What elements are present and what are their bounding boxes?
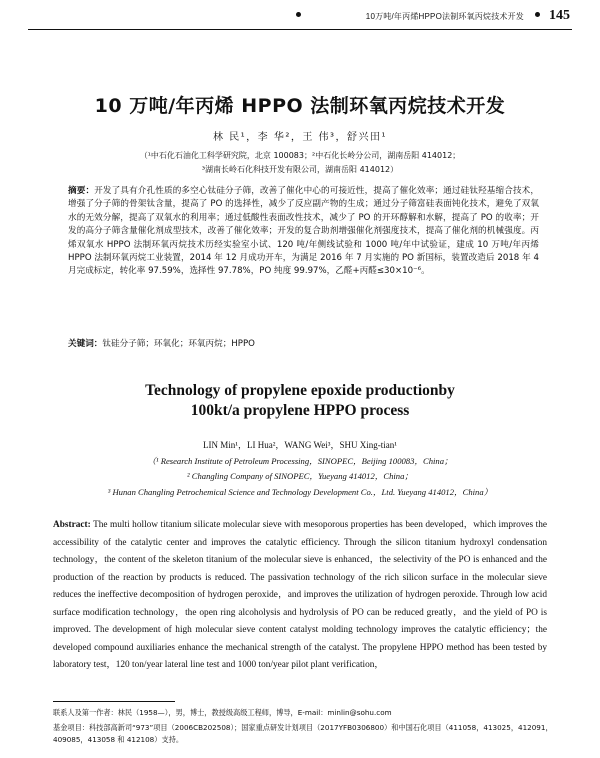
header-rule xyxy=(28,29,572,30)
english-abstract-label: Abstract: xyxy=(53,520,91,530)
chinese-abstract-label: 摘要： xyxy=(68,186,95,196)
english-abstract xyxy=(53,517,547,675)
running-title: 10万吨/年丙烯HPPO法制环氧丙烷技术开发 xyxy=(365,12,524,21)
chinese-affiliation-2: ³湖南长岭石化科技开发有限公司，湖南岳阳 414012） xyxy=(201,165,399,174)
bullet-icon xyxy=(535,12,540,17)
english-authors: LIN Min¹，LI Hua²，WANG Wei³，SHU Xing-tian¹ xyxy=(203,440,397,450)
chinese-keywords-label: 关键词： xyxy=(68,339,103,349)
chinese-affiliation-1: （¹中石化石油化工科学研究院，北京 100083；²中石化长岭分公司，湖南岳阳 414012； xyxy=(139,151,461,160)
chinese-abstract-text: 开发了具有介孔性质的多空心钛硅分子筛，改善了催化中心的可接近性，提高了催化效率；通过硅钛羟基缩合技术，增强了分子筛的骨架钛含量，提高了 PO 的选择性，减少了反应副产物的生成；通过分子筛富硅表面钝化技术，避免了双氧水的无效分解，提高了双氧水的利用率；通过低酸性表面改性技术，减少了 PO 的开环醇解和水解，提高了 PO 的收率；开发的高分子筛含量催化剂成型技术，改善了催化效率；开发的复合助剂增强催化剂强度技术，提高了催化剂的机械强度。丙烯双氧水 HPPO 法制环氧丙烷技术历经实验室小试、120 吨/年侧线试验和 1000 吨/年中试验证，建成 10 万吨/年丙烯 HPPO 法制环氧丙烷工业装置，2014 年 12 月成功开车，为满足 2016 年 7 月实施的 PO 新国标，装置改造后 2018 年 4 月完成标定，转化率 97.59%，选择性 97.78%，PO 纯度 99.97%，乙醛+丙醛≤30×10⁻⁶。 xyxy=(68,186,539,277)
bullet-icon xyxy=(296,12,301,17)
english-affiliation-1: （¹ Research Institute of Petroleum Processing，SINOPEC，Beijing 100083，China； xyxy=(147,456,453,466)
chinese-keywords xyxy=(68,337,255,349)
english-affiliation-3: ³ Hunan Changling Petrochemical Science and Technology Development Co.，Ltd. Yueyang 414012，China） xyxy=(107,487,493,497)
footnote-funding: 基金项目：科技部高新司“973”项目（2006CB202508）；国家重点研发计划项目（2017YFB0306800）和中国石化项目（411058，413025，412091，409085，413058 和 412108）支持。 xyxy=(53,723,553,744)
chinese-abstract xyxy=(68,185,539,279)
chinese-authors: 林 民¹，李 华²，王 伟³，舒兴田¹ xyxy=(212,132,388,143)
english-affiliation-2: ² Changling Company of SINOPEC，Yueyang 414012，China； xyxy=(187,471,413,481)
english-title-line-1: Technology of propylene epoxide productionby xyxy=(145,382,455,399)
page-number: 145 xyxy=(549,8,570,23)
footnote-author: 联系人及第一作者：林民（1958—），男，博士，教授级高级工程师，博导，E-mail：minlin@sohu.com xyxy=(53,708,392,717)
chinese-title: 10 万吨/年丙烯 HPPO 法制环氧丙烷技术开发 xyxy=(94,95,506,117)
english-title-line-2: 100kt/a propylene HPPO process xyxy=(190,402,410,419)
footnote-rule xyxy=(53,701,175,702)
chinese-keywords-text: 钛硅分子筛；环氧化；环氧丙烷；HPPO xyxy=(102,339,255,349)
running-header xyxy=(0,7,600,27)
english-abstract-text: The multi hollow titanium silicate molecular sieve with mesoporous properties has been developed，which improves the accessibility of the catalytic center and improves the catalytic efficiency. Through the silicon titanium hydroxyl condensation technology，the content of the skeleton titanium of the molecular sieve is enhanced，the selectivity of the PO is enhanced and the production of the reaction by products is reduced. The passivation technology of the rich silicon surface in the molecular sieve reduces the ineffective decomposition of hydrogen peroxide，and improves the utilization of hydrogen peroxide. Through low acid surface modification technology，the open ring alcoholysis and hydrolysis of PO can be reduced greatly，and the yield of PO is improved. The development of high molecular sieve content catalyst molding technology improves the catalytic efficiency；the developed compound auxiliaries enhance the mechanical strength of the catalyst. The propylene HPPO method has been tested by laboratory test，120 ton/year lateral line test and 1000 ton/year pilot plant verification， xyxy=(53,520,547,670)
